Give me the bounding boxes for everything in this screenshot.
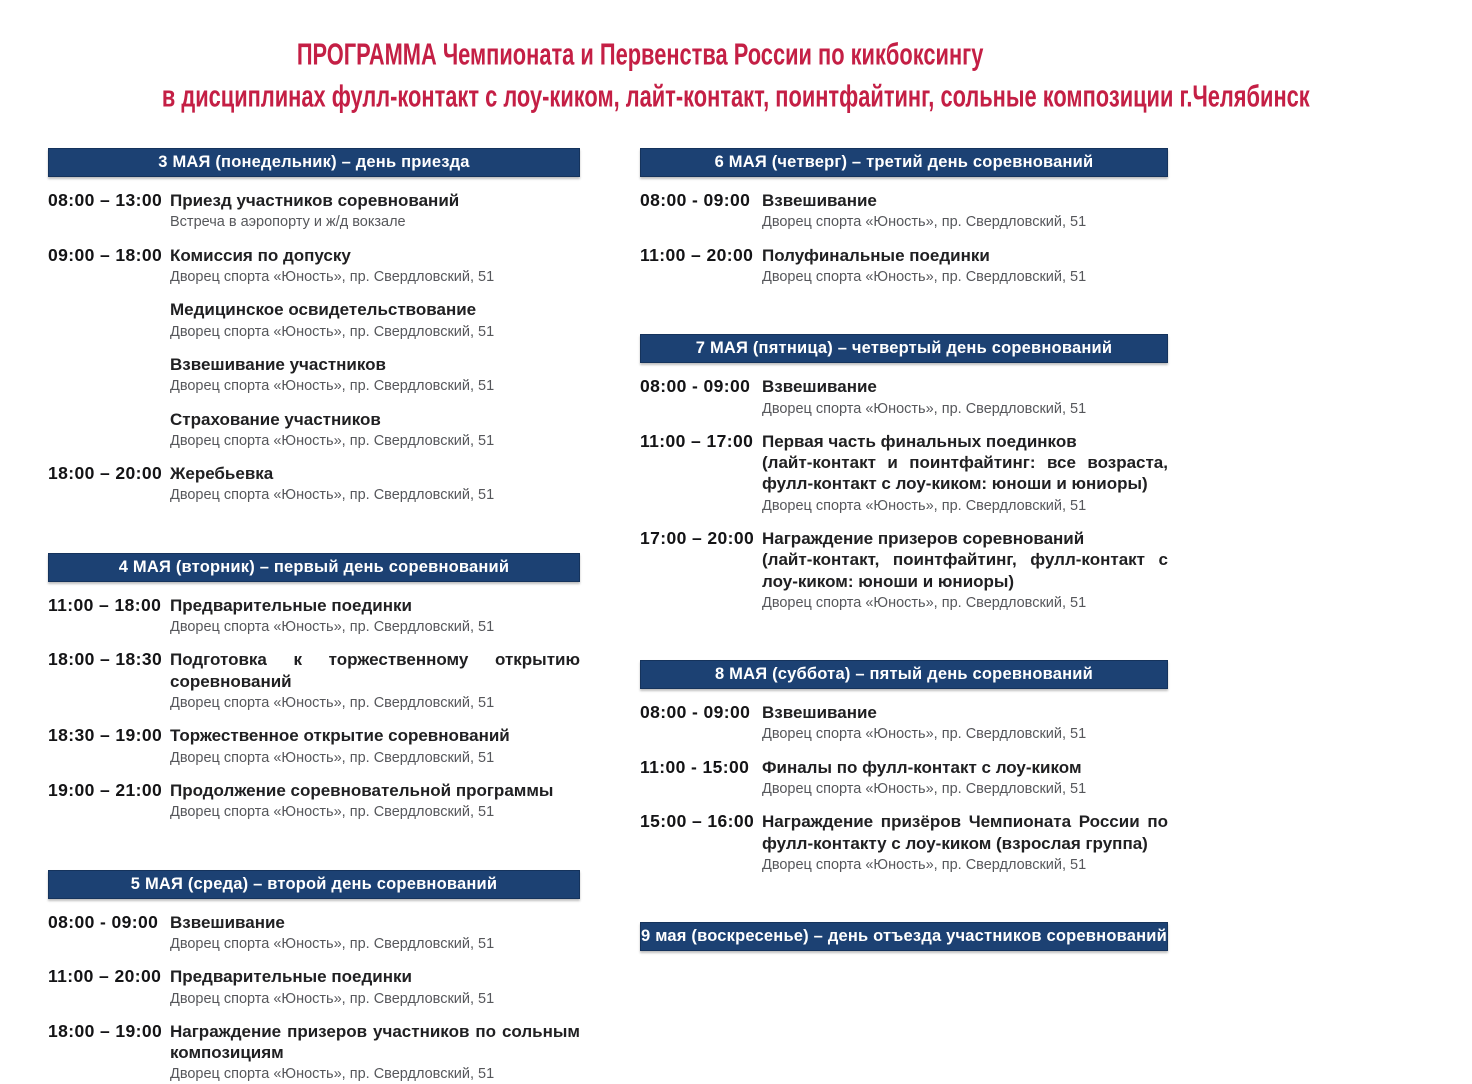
- event-time: 18:00 – 18:30: [48, 649, 163, 670]
- day-header: 9 мая (воскресенье) – день отъезда участников соревнований: [640, 922, 1168, 951]
- day-header: 8 МАЯ (суббота) – пятый день соревнований: [640, 660, 1168, 689]
- day-events: [48, 912, 580, 1084]
- event-title: Приезд участников соревнований: [170, 191, 460, 210]
- schedule-event: [48, 780, 580, 822]
- event-venue: Дворец спорта «Юность», пр. Свердловский, 51: [762, 214, 1087, 231]
- schedule-event: [640, 702, 1168, 744]
- day-section: [640, 334, 1168, 612]
- event-body: [170, 1021, 580, 1084]
- event-venue: Дворец спорта «Юность», пр. Свердловский, 51: [170, 935, 495, 952]
- event-venue: Дворец спорта «Юность», пр. Свердловский, 51: [170, 749, 495, 766]
- event-body: [170, 354, 580, 396]
- schedule-event: [48, 912, 580, 954]
- schedule-column-right: [640, 148, 1168, 951]
- schedule-event: [48, 245, 580, 287]
- document-title: [0, 34, 1310, 118]
- event-time: 11:00 – 18:00: [48, 594, 162, 615]
- event-title-detail: (лайт-контакт, поинтфайтинг, фулл-контакт с лоу-киком: юноши и юниоры): [762, 550, 1168, 591]
- document-title-line2: [0, 76, 1310, 118]
- event-title: Полуфинальные поединки: [762, 245, 990, 265]
- event-venue: Дворец спорта «Юность», пр. Свердловский, 51: [170, 694, 495, 711]
- event-body: [170, 966, 580, 1008]
- schedule-event: [640, 245, 1168, 287]
- event-venue: Дворец спорта «Юность», пр. Свердловский, 51: [762, 726, 1087, 743]
- schedule-event: [48, 595, 580, 637]
- schedule-event: [48, 649, 580, 712]
- document-title-line1-text: ПРОГРАММА Чемпионата и Первенства России по кикбоксингу: [296, 37, 984, 72]
- event-title: Награждение призёров Чемпионата России по фулл-контакту с лоу-киком (взрослая группа): [762, 812, 1168, 853]
- event-title: Финалы по фулл-контакт с лоу-киком: [762, 757, 1082, 777]
- day-header: 6 МАЯ (четверг) – третий день соревнований: [640, 148, 1168, 177]
- event-time: 08:00 - 09:00: [640, 376, 751, 397]
- event-venue: Дворец спорта «Юность», пр. Свердловский, 51: [170, 378, 495, 395]
- event-venue: Встреча в аэропорту и ж/д вокзале: [170, 214, 406, 231]
- event-time: 11:00 – 20:00: [640, 244, 754, 265]
- event-time: 08:00 – 13:00: [48, 190, 163, 210]
- event-venue: Дворец спорта «Юность», пр. Свердловский, 51: [170, 268, 495, 285]
- event-venue: Дворец спорта «Юность», пр. Свердловский, 51: [170, 990, 495, 1007]
- day-header: 3 МАЯ (понедельник) – день приезда: [48, 148, 580, 177]
- day-events: [640, 702, 1168, 874]
- event-body: [170, 780, 580, 822]
- event-time: 11:00 – 20:00: [48, 966, 162, 987]
- event-venue: Дворец спорта «Юность», пр. Свердловский, 51: [762, 268, 1087, 285]
- event-title: Подготовка к торжественному открытию соревнований: [170, 650, 580, 691]
- event-venue: Дворец спорта «Юность», пр. Свердловский, 51: [170, 323, 495, 340]
- event-time: 08:00 - 09:00: [640, 190, 751, 210]
- event-time: 18:30 – 19:00: [48, 725, 163, 746]
- event-body: [762, 431, 1168, 515]
- event-body: [762, 757, 1168, 799]
- event-time: 15:00 – 16:00: [640, 811, 755, 832]
- event-body: [170, 409, 580, 451]
- event-title: Торжественное открытие соревнований: [170, 726, 510, 746]
- schedule-column-left: [48, 148, 580, 1084]
- event-body: [762, 811, 1168, 874]
- event-time: 11:00 - 15:00: [640, 756, 750, 777]
- event-title: Взвешивание: [762, 191, 877, 210]
- event-title: Комиссия по допуску: [170, 245, 351, 265]
- day-events: [48, 595, 580, 822]
- day-header: 7 МАЯ (пятница) – четвертый день соревнований: [640, 334, 1168, 363]
- event-title: Предварительные поединки: [170, 595, 412, 615]
- event-body: [170, 299, 580, 341]
- event-body: [762, 528, 1168, 612]
- event-body: [170, 463, 580, 505]
- event-title: Продолжение соревновательной программы: [170, 781, 554, 801]
- event-time: 19:00 – 21:00: [48, 780, 163, 801]
- schedule-event: [640, 431, 1168, 515]
- day-section: [48, 553, 580, 822]
- event-body: [170, 245, 580, 287]
- event-time: 08:00 - 09:00: [640, 702, 751, 723]
- event-title: Взвешивание: [762, 703, 877, 723]
- day-section: [48, 148, 580, 505]
- schedule-event: [48, 354, 580, 396]
- schedule-event: [48, 190, 580, 232]
- event-venue: Дворец спорта «Юность», пр. Свердловский, 51: [762, 781, 1087, 798]
- schedule-event: [48, 966, 580, 1008]
- schedule-event: [640, 757, 1168, 799]
- event-title: Взвешивание: [170, 912, 285, 932]
- schedule-event: [48, 463, 580, 505]
- day-section: [640, 922, 1168, 951]
- event-title: Награждение призеров соревнований: [762, 529, 1085, 549]
- day-section: [640, 660, 1168, 874]
- event-time: 18:00 – 19:00: [48, 1020, 163, 1041]
- event-title: Предварительные поединки: [170, 967, 412, 987]
- event-body: [170, 725, 580, 767]
- schedule-event: [640, 376, 1168, 418]
- event-title: Награждение призеров участников по сольным композициям: [170, 1021, 580, 1063]
- event-venue: Дворец спорта «Юность», пр. Свердловский, 51: [762, 497, 1087, 514]
- schedule-event: [48, 1021, 580, 1084]
- document-title-line1: [0, 34, 1280, 76]
- event-title: Жеребьевка: [170, 464, 274, 484]
- event-title: Страхование участников: [170, 409, 381, 429]
- event-venue: Дворец спорта «Юность», пр. Свердловский, 51: [170, 619, 495, 636]
- event-body: [762, 190, 1168, 232]
- event-venue: Дворец спорта «Юность», пр. Свердловский, 51: [762, 856, 1087, 873]
- event-venue: Дворец спорта «Юность», пр. Свердловский, 51: [762, 594, 1087, 611]
- event-title-detail: (лайт-контакт и поинтфайтинг: все возраста, фулл-контакт с лоу-киком: юноши и юниоры): [762, 453, 1168, 494]
- day-header: 4 МАЯ (вторник) – первый день соревнований: [48, 553, 580, 582]
- event-venue: Дворец спорта «Юность», пр. Свердловский, 51: [762, 400, 1087, 417]
- event-body: [762, 376, 1168, 418]
- event-title: Взвешивание: [762, 377, 877, 397]
- event-body: [170, 912, 580, 954]
- event-body: [762, 702, 1168, 744]
- document-title-line2-text: в дисциплинах фулл-контакт с лоу-киком, лайт-контакт, поинтфайтинг, сольные композиции г.Челябинск: [161, 79, 1310, 114]
- schedule-event: [640, 528, 1168, 612]
- day-section: [640, 148, 1168, 286]
- event-title: Первая часть финальных поединков: [762, 431, 1077, 451]
- day-events: [640, 376, 1168, 612]
- event-body: [170, 595, 580, 637]
- schedule-event: [640, 190, 1168, 232]
- schedule-event: [640, 811, 1168, 874]
- event-body: [170, 190, 580, 232]
- event-venue: Дворец спорта «Юность», пр. Свердловский, 51: [170, 804, 495, 821]
- event-time: 08:00 - 09:00: [48, 911, 159, 932]
- day-events: [48, 190, 580, 505]
- event-venue: Дворец спорта «Юность», пр. Свердловский, 51: [170, 1066, 495, 1083]
- event-time: 11:00 – 17:00: [640, 430, 754, 451]
- event-venue: Дворец спорта «Юность», пр. Свердловский, 51: [170, 487, 495, 504]
- event-body: [170, 649, 580, 712]
- event-time: 09:00 – 18:00: [48, 244, 163, 265]
- day-section: [48, 870, 580, 1084]
- schedule-event: [48, 725, 580, 767]
- event-venue: Дворец спорта «Юность», пр. Свердловский, 51: [170, 432, 495, 449]
- schedule-event: [48, 409, 580, 451]
- day-events: [640, 190, 1168, 286]
- schedule-event: [48, 299, 580, 341]
- event-body: [762, 245, 1168, 287]
- event-time: 17:00 – 20:00: [640, 528, 755, 549]
- event-title: Взвешивание участников: [170, 354, 387, 374]
- event-title: Медицинское освидетельствование: [170, 300, 477, 320]
- day-header: 5 МАЯ (среда) – второй день соревнований: [48, 870, 580, 899]
- event-time: 18:00 – 20:00: [48, 463, 163, 484]
